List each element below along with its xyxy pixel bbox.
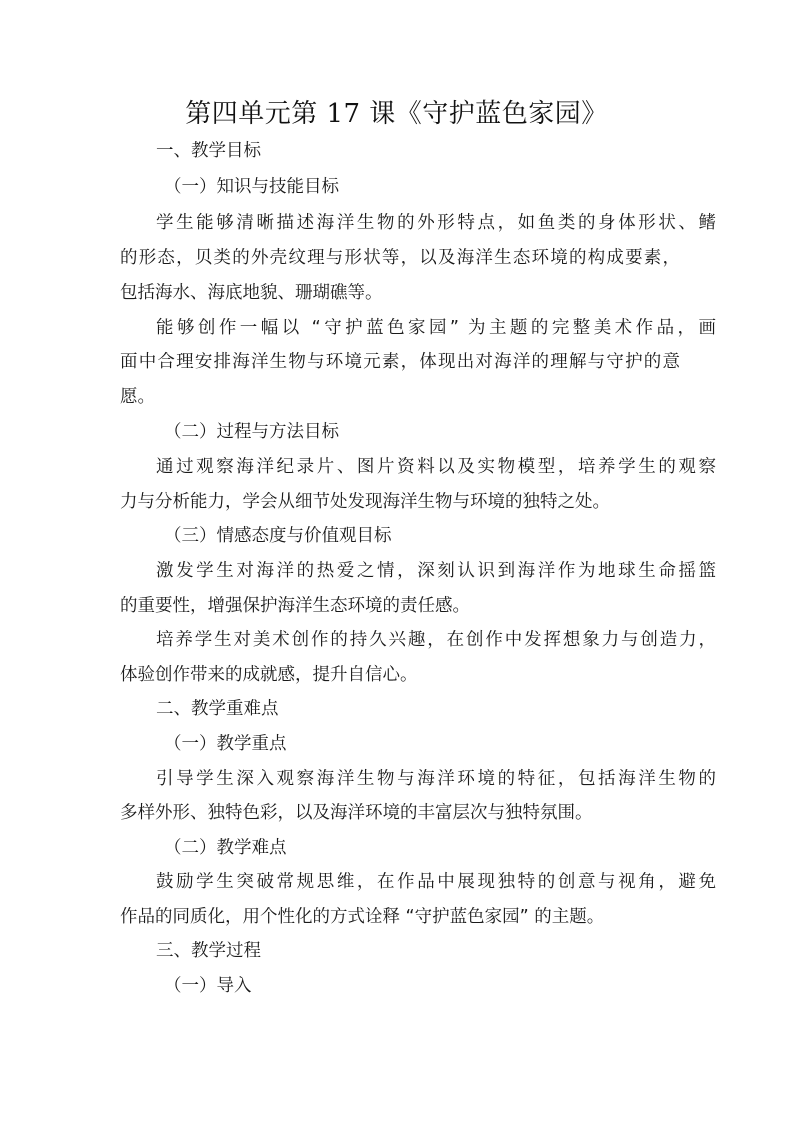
paragraph-line: 能够创作一幅以 “守护蓝色家园” 为主题的完整美术作品，画 bbox=[156, 318, 716, 338]
section-heading-teaching-process: 三、教学过程 bbox=[156, 941, 261, 961]
paragraph-line: 的重要性，增强保护海洋生态环境的责任感。 bbox=[120, 596, 470, 616]
paragraph-line: 激发学生对海洋的热爱之情，深刻认识到海洋作为地球生命摇篮 bbox=[156, 561, 716, 581]
paragraph-line: 的形态，贝类的外壳纹理与形状等，以及海洋生态环境的构成要素， bbox=[120, 248, 680, 268]
subsection-heading-knowledge-skills: （一）知识与技能目标 bbox=[164, 177, 339, 197]
paragraph-line: 通过观察海洋纪录片、图片资料以及实物模型，培养学生的观察 bbox=[156, 457, 716, 477]
paragraph-line: 培养学生对美术创作的持久兴趣，在创作中发挥想象力与创造力， bbox=[156, 630, 716, 650]
paragraph-line: 鼓励学生突破常规思维，在作品中展现独特的创意与视角，避免 bbox=[156, 872, 716, 892]
subsection-heading-introduction: （一）导入 bbox=[164, 976, 252, 996]
subsection-heading-difficult-points: （二）教学难点 bbox=[164, 838, 287, 858]
section-heading-key-difficult-points: 二、教学重难点 bbox=[156, 699, 279, 719]
paragraph-line: 包括海水、海底地貌、珊瑚礁等。 bbox=[120, 283, 383, 303]
paragraph-line: 学生能够清晰描述海洋生物的外形特点，如鱼类的身体形状、鳍 bbox=[156, 213, 716, 233]
subsection-heading-key-points: （一）教学重点 bbox=[164, 734, 287, 754]
document-title: 第四单元第 17 课《守护蓝色家园》 bbox=[185, 99, 608, 129]
section-heading-teaching-goals: 一、教学目标 bbox=[156, 141, 261, 161]
paragraph-line: 引导学生深入观察海洋生物与海洋环境的特征，包括海洋生物的 bbox=[156, 769, 716, 789]
paragraph-line: 多样外形、独特色彩，以及海洋环境的丰富层次与独特氛围。 bbox=[120, 803, 593, 823]
paragraph-line: 体验创作带来的成就感，提升自信心。 bbox=[120, 665, 418, 685]
paragraph-line: 力与分析能力，学会从细节处发现海洋生物与环境的独特之处。 bbox=[120, 492, 610, 512]
paragraph-line: 作品的同质化，用个性化的方式诠释 “守护蓝色家园” 的主题。 bbox=[120, 907, 605, 927]
paragraph-line: 愿。 bbox=[120, 387, 155, 407]
subsection-heading-emotion-values: （三）情感态度与价值观目标 bbox=[164, 526, 392, 546]
subsection-heading-process-methods: （二）过程与方法目标 bbox=[164, 422, 339, 442]
paragraph-line: 面中合理安排海洋生物与环境元素，体现出对海洋的理解与守护的意 bbox=[120, 352, 680, 372]
